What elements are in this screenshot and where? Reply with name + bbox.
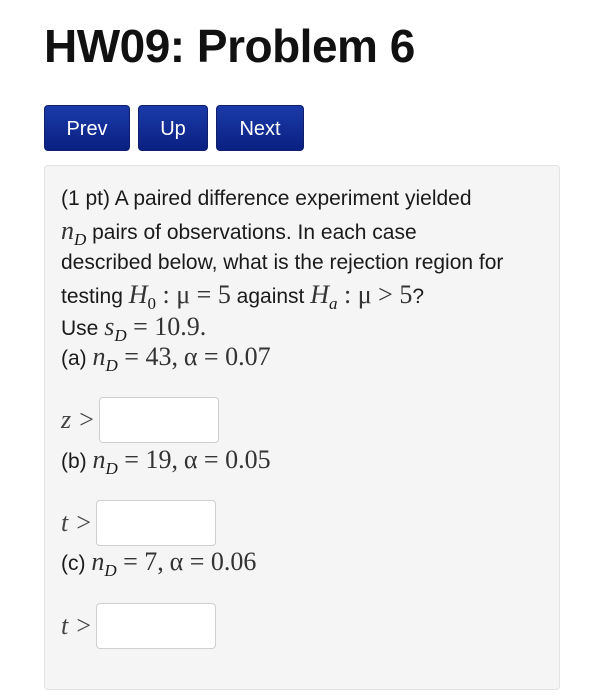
part-c-label: (c) (61, 552, 86, 575)
n-d-variable: n (61, 216, 74, 245)
part-a-answer-row (61, 397, 219, 443)
part-c-answer-input[interactable] (96, 603, 216, 649)
part-a-n-value: = 43, (117, 342, 178, 371)
next-button[interactable]: Next (216, 105, 304, 151)
part-c-statement (61, 546, 256, 581)
problem-text-line-1: (1 pt) A paired difference experiment yielded (61, 187, 472, 210)
s-d-subscript: D (114, 326, 127, 345)
problem-panel (44, 165, 560, 690)
part-b-statement (61, 444, 271, 479)
part-b-n-value: = 19, (117, 445, 178, 474)
problem-text-line-3: described below, what is the rejection region for (61, 251, 504, 274)
alt-hypothesis-expression: : μ > 5 (337, 280, 413, 309)
part-b-statistic-label: t > (61, 508, 93, 537)
null-hypothesis-subscript: 0 (147, 294, 156, 313)
up-button[interactable]: Up (138, 105, 208, 151)
part-c-n-subscript: D (104, 561, 117, 580)
s-d-variable: s (104, 312, 115, 341)
part-b-label: (b) (61, 450, 87, 473)
part-b-answer-input[interactable] (96, 500, 216, 546)
part-c-statistic-label: t > (61, 611, 93, 640)
part-a-statistic-label: z > (61, 405, 96, 434)
part-b-answer-row (61, 500, 216, 546)
alt-hypothesis-symbol: H (310, 280, 329, 309)
problem-text-line-2 (61, 215, 417, 250)
against-text: against (230, 285, 311, 308)
hypothesis-line (61, 279, 424, 314)
n-d-subscript: D (74, 230, 87, 249)
question-mark: ? (412, 285, 425, 308)
part-a-answer-input[interactable] (99, 397, 219, 443)
part-b-alpha: α = 0.05 (183, 445, 271, 474)
part-c-answer-row (61, 603, 216, 649)
part-b-n-variable: n (92, 445, 106, 474)
part-a-label: (a) (61, 347, 87, 370)
part-c-n-value: = 7, (116, 547, 164, 576)
part-c-alpha: α = 0.06 (169, 547, 257, 576)
testing-text: testing (61, 285, 129, 308)
page-title: HW09: Problem 6 (44, 20, 415, 72)
use-text: Use (61, 317, 105, 340)
part-a-alpha: α = 0.07 (183, 342, 271, 371)
null-hypothesis-symbol: H (128, 280, 148, 309)
problem-text-line-2-rest: pairs of observations. In each case (86, 221, 417, 244)
prev-button[interactable]: Prev (44, 105, 130, 151)
problem-navigation (44, 105, 304, 151)
part-a-n-subscript: D (105, 356, 118, 375)
null-hypothesis-expression: : μ = 5 (156, 280, 231, 309)
s-d-value: = 10.9. (126, 312, 207, 341)
part-a-n-variable: n (92, 342, 106, 371)
part-a-statement (61, 341, 271, 376)
part-b-n-subscript: D (105, 459, 118, 478)
part-c-n-variable: n (91, 547, 105, 576)
alt-hypothesis-subscript: a (329, 294, 338, 313)
